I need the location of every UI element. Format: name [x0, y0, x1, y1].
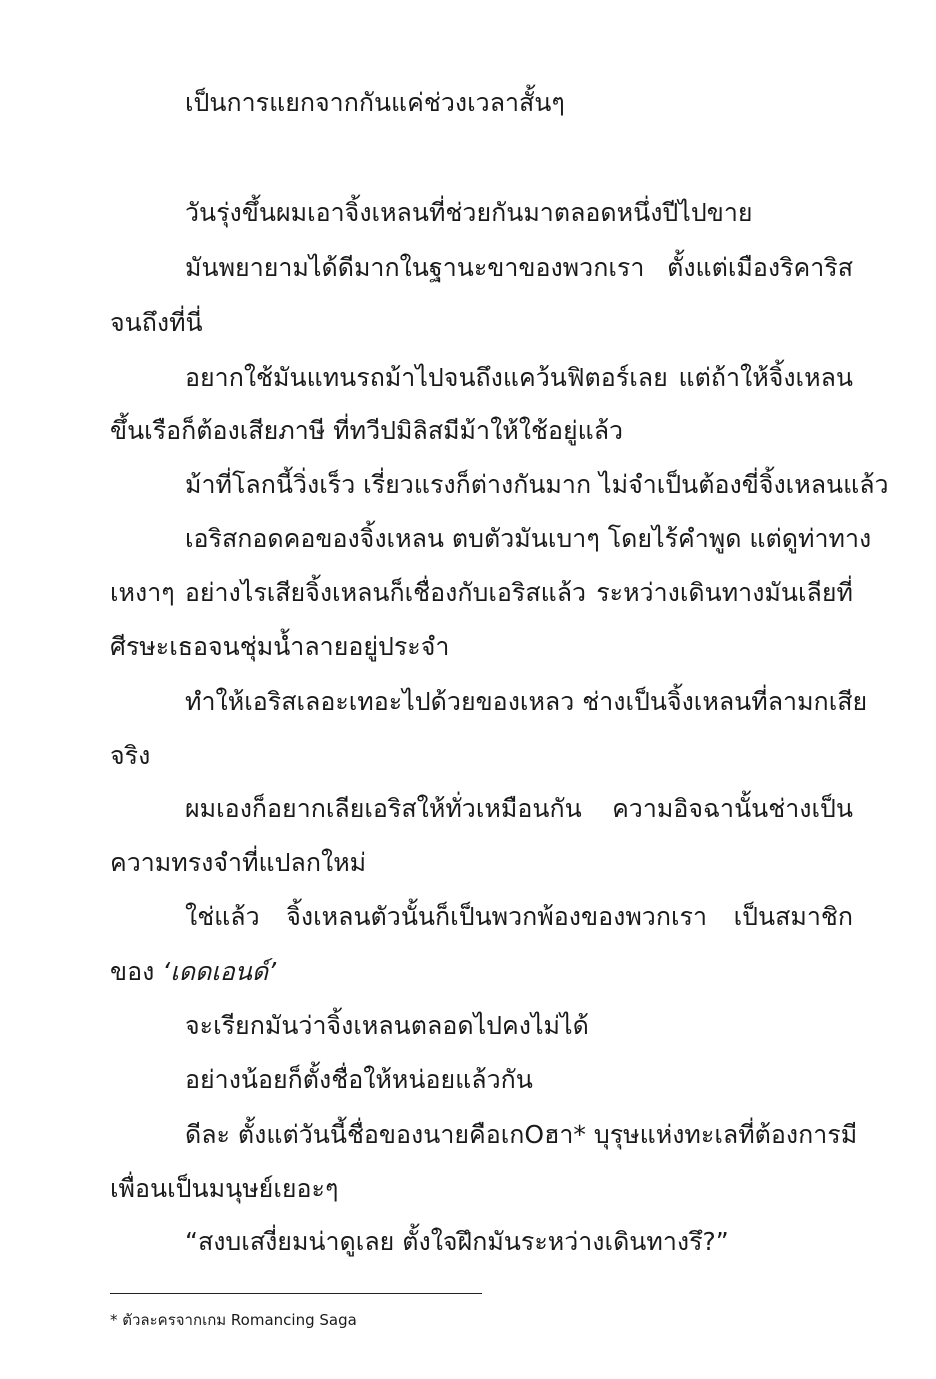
text-line: อย่างน้อยก็ตั้งชื่อให้หน่อยแล้วกัน — [185, 1065, 533, 1094]
text-line: จะเรียกมันว่าจิ้งเหลนตลอดไปคงไม่ได้ — [185, 1011, 589, 1040]
text-line: ความทรงจำที่แปลกใหม่ — [110, 848, 367, 877]
text-line: เอริสกอดคอของจิ้งเหลน ตบตัวมันเบาๆ โดยไร้คำพูด แต่ดูท่าทาง — [185, 524, 872, 553]
footnote: * ตัวละครจากเกม Romancing Saga — [110, 1311, 357, 1329]
text-line: เหงาๆ อย่างไรเสียจิ้งเหลนก็เชื่องกับเอริสแล้ว ระหว่างเดินทางมันเลียที่ — [110, 578, 853, 607]
text-line: ม้าที่โลกนี้วิ่งเร็ว เรี่ยวแรงก็ต่างกันมาก ไม่จำเป็นต้องขี่จิ้งเหลนแล้ว — [185, 470, 889, 499]
text-line: ใช่แล้ว จิ้งเหลนตัวนั้นก็เป็นพวกพ้องของพวกเรา เป็นสมาชิก — [185, 902, 853, 931]
text-line: วันรุ่งขึ้นผมเอาจิ้งเหลนที่ช่วยกันมาตลอดหนึ่งปีไปขาย — [185, 198, 753, 227]
italic-term: ‘เดดเอนด์’ — [162, 957, 277, 986]
text-line: เพื่อนเป็นมนุษย์เยอะๆ — [110, 1174, 339, 1203]
footnote-divider — [110, 1293, 482, 1294]
text-line: มันพยายามได้ดีมากในฐานะขาของพวกเรา ตั้งแต่เมืองริคาริส — [185, 253, 853, 282]
text-line: จริง — [110, 741, 151, 770]
text-line: ผมเองก็อยากเลียเอริสให้ทั่วเหมือนกัน ความอิจฉานั้นช่างเป็น — [185, 794, 853, 823]
text-line — [110, 955, 276, 989]
text-line: จนถึงที่นี่ — [110, 308, 203, 337]
text-line: ดีละ ตั้งแต่วันนี้ชื่อของนายคือเกOฮา* บุรุษแห่งทะเลที่ต้องการมี — [185, 1120, 858, 1149]
text-line: “สงบเสงี่ยมน่าดูเลย ตั้งใจฝึกมันระหว่างเดินทางรึ?” — [185, 1227, 729, 1256]
text-line: ขึ้นเรือก็ต้องเสียภาษี ที่ทวีปมิลิสมีม้าให้ใช้อยู่แล้ว — [110, 416, 624, 445]
text-line: ทำให้เอริสเลอะเทอะไปด้วยของเหลว ช่างเป็นจิ้งเหลนที่ลามกเสีย — [185, 687, 868, 716]
text-span: ของ — [110, 957, 163, 986]
text-line: อยากใช้มันแทนรถม้าไปจนถึงแคว้นฟิตอร์เลย แต่ถ้าให้จิ้งเหลน — [185, 363, 853, 392]
text-line: เป็นการแยกจากกันแค่ช่วงเวลาสั้นๆ — [185, 88, 565, 117]
text-line: ศีรษะเธอจนชุ่มน้ำลายอยู่ประจำ — [110, 632, 450, 661]
